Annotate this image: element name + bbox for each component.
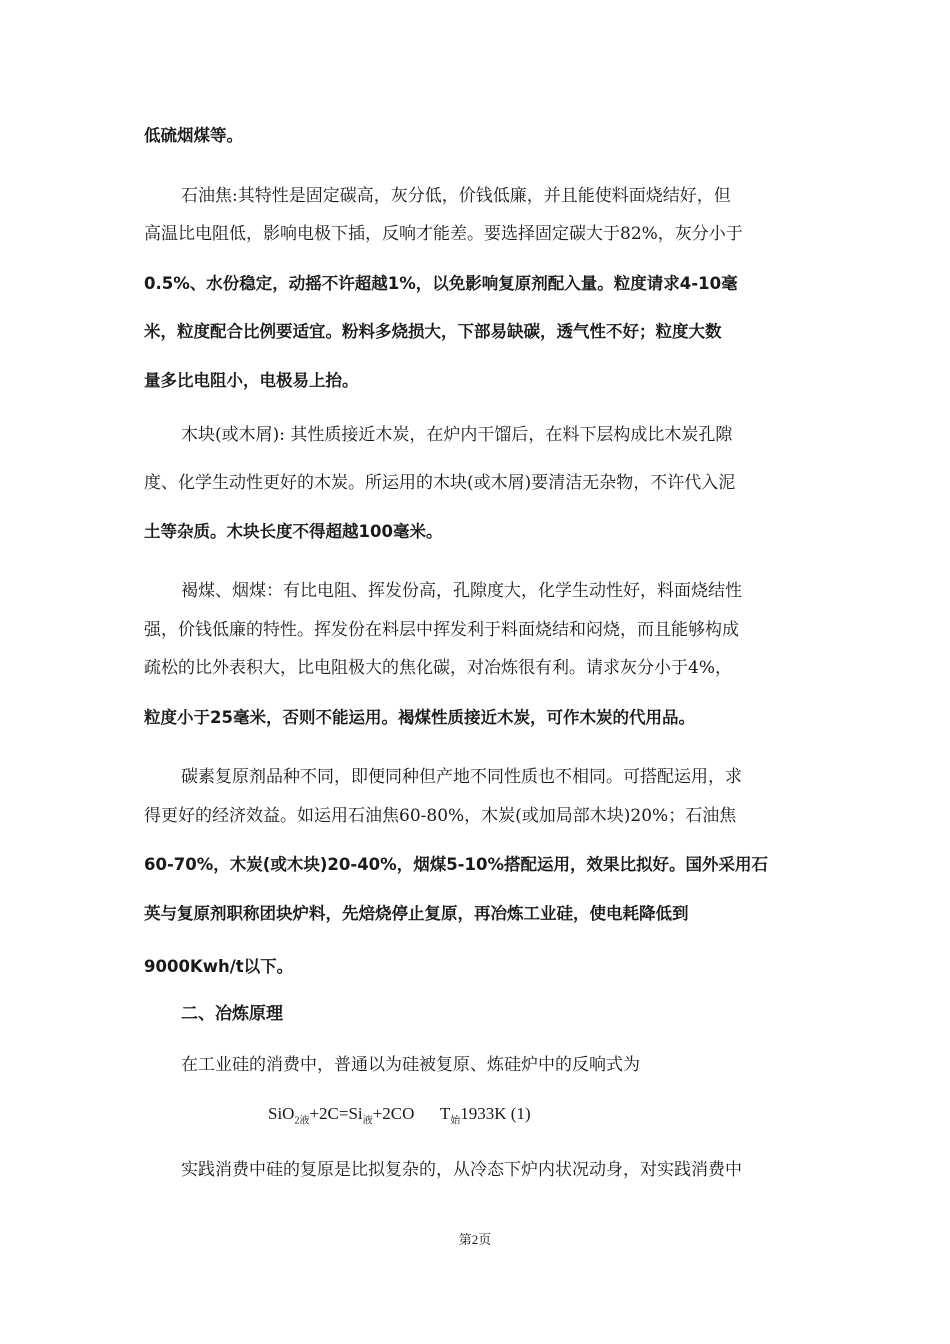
equation-subscript: 始 bbox=[450, 1115, 461, 1127]
equation-temperature: T bbox=[439, 1104, 451, 1123]
text-line: 米，粒度配合比例要适宜。粉料多烧损大，下部易缺碳，透气性不好；粒度大数 bbox=[144, 322, 722, 341]
equation-lhs: SiO bbox=[268, 1104, 295, 1123]
paragraph-lignite-coal: 褐煤、烟煤：有比电阻、挥发份高，孔隙度大，化学生动性好，料面烧结性 bbox=[181, 581, 742, 601]
text-line: 度、化学生动性更好的木炭。所运用的木块(或木屑)要清洁无杂物，不许代入泥 bbox=[144, 473, 736, 493]
paragraph-petroleum-coke: 石油焦:其特性是固定碳高，灰分低，价钱低廉，并且能使料面烧结好，但 bbox=[181, 186, 731, 206]
text-line: 量多比电阻小，电极易上抬。 bbox=[144, 371, 359, 390]
paragraph-wood-block: 木块(或木屑): 其性质接近木炭，在炉内干馏后，在料下层构成比木炭孔隙 bbox=[181, 425, 733, 445]
text-line: 疏松的比外表积大，比电阻极大的焦化碳，对冶炼很有利。请求灰分小于4%， bbox=[144, 658, 732, 678]
paragraph-carbon-reductant: 碳素复原剂品种不同，即便同种但产地不同性质也不相同。可搭配运用，求 bbox=[181, 767, 742, 787]
equation-subscript: 2液 bbox=[294, 1115, 310, 1127]
text-line: 9000Kwh/t以下。 bbox=[144, 957, 294, 976]
text-line: 低硫烟煤等。 bbox=[144, 126, 243, 145]
text-line: 粒度小于25毫米，否则不能运用。褐煤性质接近木炭，可作木炭的代用品。 bbox=[144, 708, 695, 727]
text-line: 英与复原剂职称团块炉料，先焙烧停止复原，再冶炼工业硅，使电耗降低到 bbox=[144, 904, 689, 923]
page-number: 第2页 bbox=[458, 1232, 492, 1247]
text-line: 0.5%、水份稳定，动摇不许超越1%，以免影响复原剂配入量。粒度请求4-10毫 bbox=[144, 274, 738, 293]
equation-mid: +2C=Si bbox=[309, 1104, 363, 1123]
text-line: 60-70%，木炭(或木块)20-40%，烟煤5-10%搭配运用，效果比拟好。国外采用石 bbox=[144, 855, 769, 874]
paragraph-smelting-principle: 在工业硅的消费中，普通以为硅被复原、炼硅炉中的反响式为 bbox=[181, 1055, 640, 1075]
text-line: 强，价钱低廉的特性。挥发份在料层中挥发利于料面烧结和闷烧，而且能够构成 bbox=[144, 620, 739, 640]
equation-tail: 1933K (1) bbox=[460, 1104, 531, 1123]
text-line: 土等杂质。木块长度不得超越100毫米。 bbox=[144, 522, 443, 541]
reaction-equation bbox=[268, 1104, 531, 1126]
text-line: 得更好的经济效益。如运用石油焦60-80%，木炭(或加局部木块)20%；石油焦 bbox=[144, 806, 737, 826]
section-heading: 二、冶炼原理 bbox=[181, 1004, 283, 1024]
equation-subscript: 液 bbox=[362, 1115, 373, 1127]
text-line: 高温比电阻低，影响电极下插，反响才能差。要选择固定碳大于82%，灰分小于 bbox=[144, 224, 743, 244]
equation-rhs: +2CO bbox=[372, 1104, 415, 1123]
text-line: 实践消费中硅的复原是比拟复杂的，从冷态下炉内状况动身，对实践消费中 bbox=[181, 1160, 742, 1180]
